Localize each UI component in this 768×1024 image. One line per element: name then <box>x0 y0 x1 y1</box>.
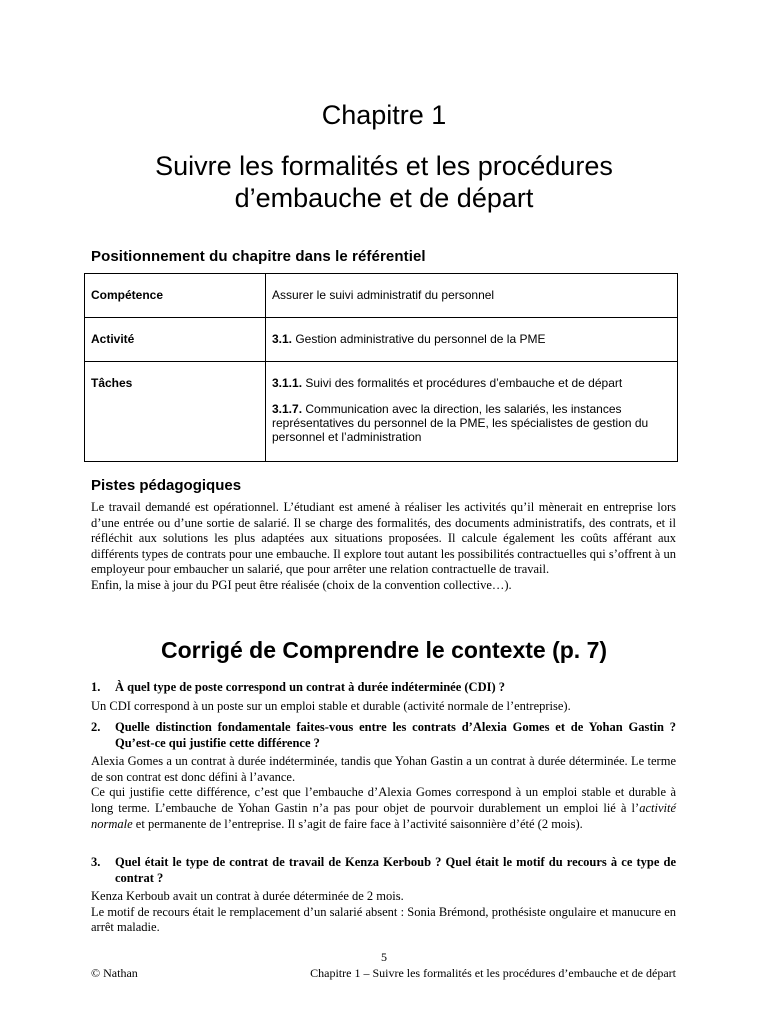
answer-emphasis: activité normale <box>91 800 676 831</box>
answer-paragraph: Kenza Kerboub avait un contrat à durée déterminée de 2 mois. <box>91 889 404 904</box>
footer-publisher: © Nathan <box>91 966 138 980</box>
answer-paragraph: Le motif de recours était le remplacement d’un salarié absent : Sonia Brémond, prothésiste ongulaire et manucure en arrêt maladie. <box>91 904 676 935</box>
answer: Un CDI correspond à un poste sur un emploi stable et durable (activité normale de l’entreprise). <box>91 698 571 713</box>
question-text: Quel était le type de contrat de travail de Kenza Kerboub ? Quel était le motif du recours à ce type de contrat ? <box>115 855 676 885</box>
task-text: Communication avec la direction, les salariés, les instances représentatives du personnel de la PME, les spécialistes de gestion du personnel et l’administration <box>272 402 649 444</box>
answer-paragraph <box>91 785 676 832</box>
answer-text: et permanente de l’entreprise. Il s’agit de faire face à l’activité saisonnière d’été (2 mois). <box>132 816 583 831</box>
question-block-1 <box>91 680 676 714</box>
page-number: 5 <box>381 950 387 964</box>
activity-code: 3.1. <box>272 332 293 346</box>
answer-text: Ce qui justifie cette différence, c’est que l’embauche d’Alexia Gomes correspond à un emploi stable et durable à long terme. L’embauche de Yohan Gastin n’a pas pour objet de pourvoir durablement un emploi lié à l’ <box>91 785 676 815</box>
corrige-heading: Corrigé de Comprendre le contexte (p. 7) <box>160 637 608 663</box>
question-number: 3. <box>91 855 101 869</box>
chapter-number: Chapitre 1 <box>321 100 447 130</box>
row-value: Assurer le suivi administratif du personnel <box>266 274 678 318</box>
positionnement-heading: Positionnement du chapitre dans le référentiel <box>91 248 426 265</box>
question-block-2 <box>91 720 676 832</box>
task-code: 3.1.1. <box>272 376 303 390</box>
table-row <box>85 318 678 362</box>
question <box>91 720 676 751</box>
table-row <box>85 274 678 318</box>
activity-text: Gestion administrative du personnel de la PME <box>292 332 546 346</box>
question-number: 1. <box>91 680 101 694</box>
pistes-paragraph: Enfin, la mise à jour du PGI peut être réalisée (choix de la convention collective…). <box>91 577 512 592</box>
row-label: Tâches <box>85 362 266 462</box>
footer-running-title: Chapitre 1 – Suivre les formalités et les procédures d’embauche et de départ <box>310 966 676 980</box>
task-text: Suivi des formalités et procédures d’embauche et de départ <box>302 376 623 390</box>
row-value <box>266 318 678 362</box>
row-value <box>266 362 678 462</box>
answer-paragraph: Alexia Gomes a un contrat à durée indéterminée, tandis que Yohan Gastin a un contrat à durée déterminée. Le terme de son contrat est donc défini à l’avance. <box>91 754 676 784</box>
question-text: À quel type de poste correspond un contrat à durée indéterminée (CDI) ? <box>115 680 506 694</box>
table-row <box>85 362 678 462</box>
question-text: Quelle distinction fondamentale faites-vous entre les contrats d’Alexia Gomes et de Yohan Gastin ? Qu’est-ce qui justifie cette différence ? <box>115 720 676 750</box>
chapter-title-line-2: d’embauche et de départ <box>234 183 534 213</box>
row-label: Activité <box>85 318 266 362</box>
question <box>91 680 676 696</box>
task-code: 3.1.7. <box>272 402 303 416</box>
answer <box>91 754 676 832</box>
question-block-3 <box>91 855 676 936</box>
pistes-heading: Pistes pédagogiques <box>91 477 242 494</box>
chapter-title-line-1: Suivre les formalités et les procédures <box>155 151 613 181</box>
chapter-title <box>60 150 708 214</box>
task-item <box>272 376 671 390</box>
referentiel-table <box>84 273 678 462</box>
answer <box>91 889 676 936</box>
task-item <box>272 402 671 444</box>
question <box>91 855 676 886</box>
question-number: 2. <box>91 720 101 734</box>
pistes-paragraph: Le travail demandé est opérationnel. L’étudiant est amené à réaliser les activités qu’il mènerait en entreprise lors d’une entrée ou d’une sortie de salarié. Il se charge des formalités, des documents administratifs, des contrats, et il réfléchit aux solutions les plus adaptées aux situations proposées. Il calcule également les coûts afférant aux différents types de contrats pour une embauche. Il explore tout autant les possibilités contractuelles qui s’offrent à un employeur pour embaucher un salarié, que pour arrêter une relation contractuelle de travail. <box>91 500 676 577</box>
pistes-text <box>91 500 676 594</box>
row-label: Compétence <box>85 274 266 318</box>
